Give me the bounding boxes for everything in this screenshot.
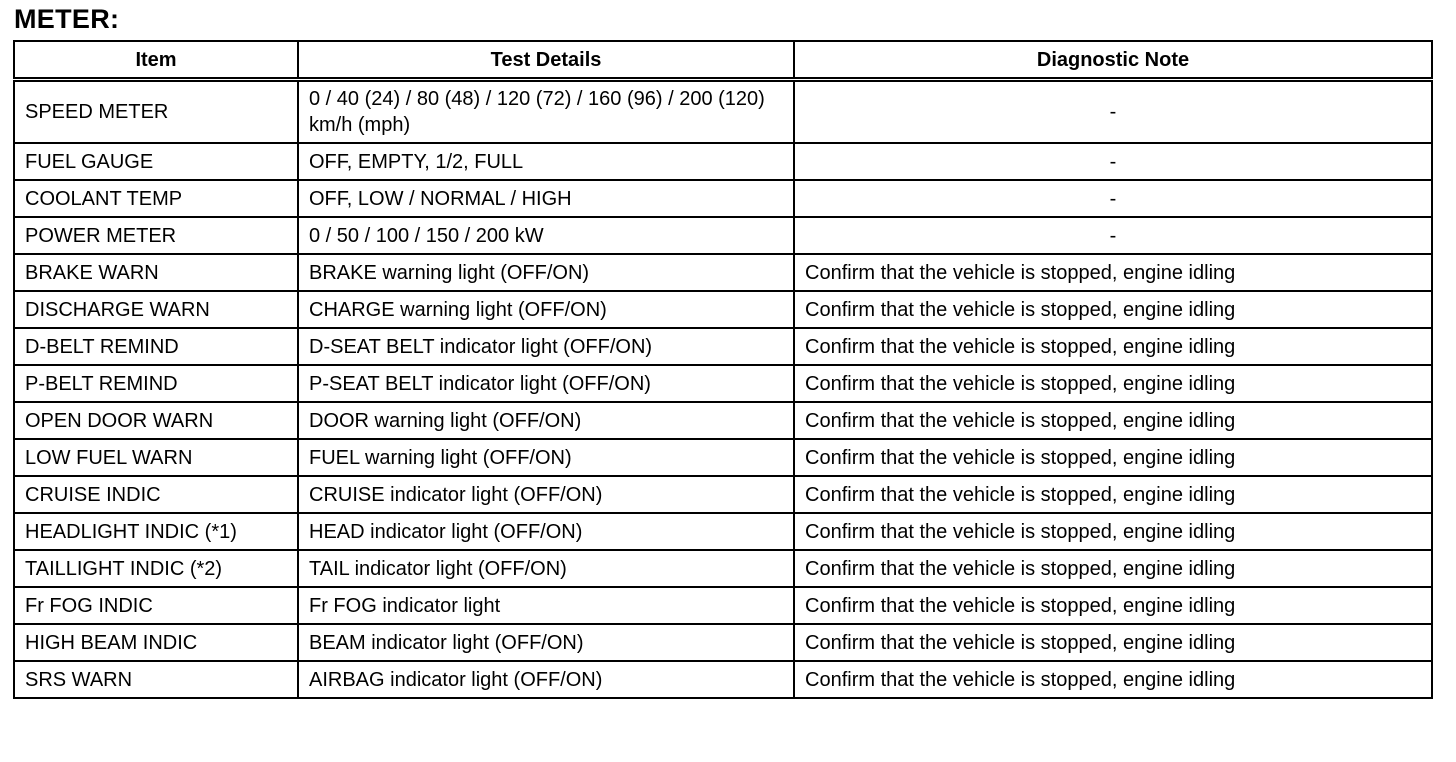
table-row [14,402,1432,439]
diagnostic-note-cell: Confirm that the vehicle is stopped, engine idling [794,550,1432,587]
meter-table [13,40,1433,699]
test-details-cell: TAIL indicator light (OFF/ON) [298,550,794,587]
item-cell: Fr FOG INDIC [14,587,298,624]
table-row [14,80,1432,144]
test-details-cell: BEAM indicator light (OFF/ON) [298,624,794,661]
test-details-cell: Fr FOG indicator light [298,587,794,624]
item-cell: CRUISE INDIC [14,476,298,513]
table-row [14,624,1432,661]
diagnostic-note-cell: Confirm that the vehicle is stopped, engine idling [794,439,1432,476]
diagnostic-note-cell: Confirm that the vehicle is stopped, engine idling [794,328,1432,365]
column-header-diagnostic-note: Diagnostic Note [794,41,1432,80]
table-row [14,476,1432,513]
page-title: METER: [14,4,120,34]
table-row [14,254,1432,291]
table-row [14,291,1432,328]
item-cell: OPEN DOOR WARN [14,402,298,439]
table-row [14,143,1432,180]
item-cell: SRS WARN [14,661,298,698]
test-details-cell: HEAD indicator light (OFF/ON) [298,513,794,550]
test-details-cell: 0 / 50 / 100 / 150 / 200 kW [298,217,794,254]
test-details-cell: OFF, EMPTY, 1/2, FULL [298,143,794,180]
table-row [14,365,1432,402]
test-details-cell: CHARGE warning light (OFF/ON) [298,291,794,328]
test-details-cell: BRAKE warning light (OFF/ON) [298,254,794,291]
item-cell: P-BELT REMIND [14,365,298,402]
diagnostic-note-cell: - [794,217,1432,254]
diagnostic-note-cell: Confirm that the vehicle is stopped, engine idling [794,587,1432,624]
diagnostic-note-cell: Confirm that the vehicle is stopped, engine idling [794,476,1432,513]
item-cell: COOLANT TEMP [14,180,298,217]
diagnostic-note-cell: Confirm that the vehicle is stopped, engine idling [794,291,1432,328]
diagnostic-note-cell: Confirm that the vehicle is stopped, engine idling [794,254,1432,291]
table-row [14,217,1432,254]
diagnostic-note-cell: - [794,143,1432,180]
test-details-cell: D-SEAT BELT indicator light (OFF/ON) [298,328,794,365]
item-cell: SPEED METER [14,80,298,144]
test-details-cell: OFF, LOW / NORMAL / HIGH [298,180,794,217]
test-details-cell: DOOR warning light (OFF/ON) [298,402,794,439]
test-details-cell: 0 / 40 (24) / 80 (48) / 120 (72) / 160 (96) / 200 (120) km/h (mph) [298,80,794,144]
item-cell: FUEL GAUGE [14,143,298,180]
table-row [14,513,1432,550]
item-cell: DISCHARGE WARN [14,291,298,328]
diagnostic-note-cell: Confirm that the vehicle is stopped, engine idling [794,365,1432,402]
diagnostic-note-cell: Confirm that the vehicle is stopped, engine idling [794,513,1432,550]
test-details-cell: FUEL warning light (OFF/ON) [298,439,794,476]
test-details-cell: P-SEAT BELT indicator light (OFF/ON) [298,365,794,402]
item-cell: LOW FUEL WARN [14,439,298,476]
diagnostic-note-cell: Confirm that the vehicle is stopped, engine idling [794,661,1432,698]
item-cell: D-BELT REMIND [14,328,298,365]
item-cell: POWER METER [14,217,298,254]
table-row [14,328,1432,365]
table-row [14,180,1432,217]
table-row [14,550,1432,587]
item-cell: HEADLIGHT INDIC (*1) [14,513,298,550]
table-row [14,587,1432,624]
table-row [14,439,1432,476]
test-details-cell: CRUISE indicator light (OFF/ON) [298,476,794,513]
diagnostic-note-cell: - [794,180,1432,217]
column-header-test-details: Test Details [298,41,794,80]
item-cell: BRAKE WARN [14,254,298,291]
diagnostic-note-cell: Confirm that the vehicle is stopped, engine idling [794,624,1432,661]
item-cell: TAILLIGHT INDIC (*2) [14,550,298,587]
table-row [14,661,1432,698]
column-header-item: Item [14,41,298,80]
test-details-cell: AIRBAG indicator light (OFF/ON) [298,661,794,698]
item-cell: HIGH BEAM INDIC [14,624,298,661]
diagnostic-note-cell: - [794,80,1432,144]
diagnostic-note-cell: Confirm that the vehicle is stopped, engine idling [794,402,1432,439]
table-header-row [14,41,1432,80]
